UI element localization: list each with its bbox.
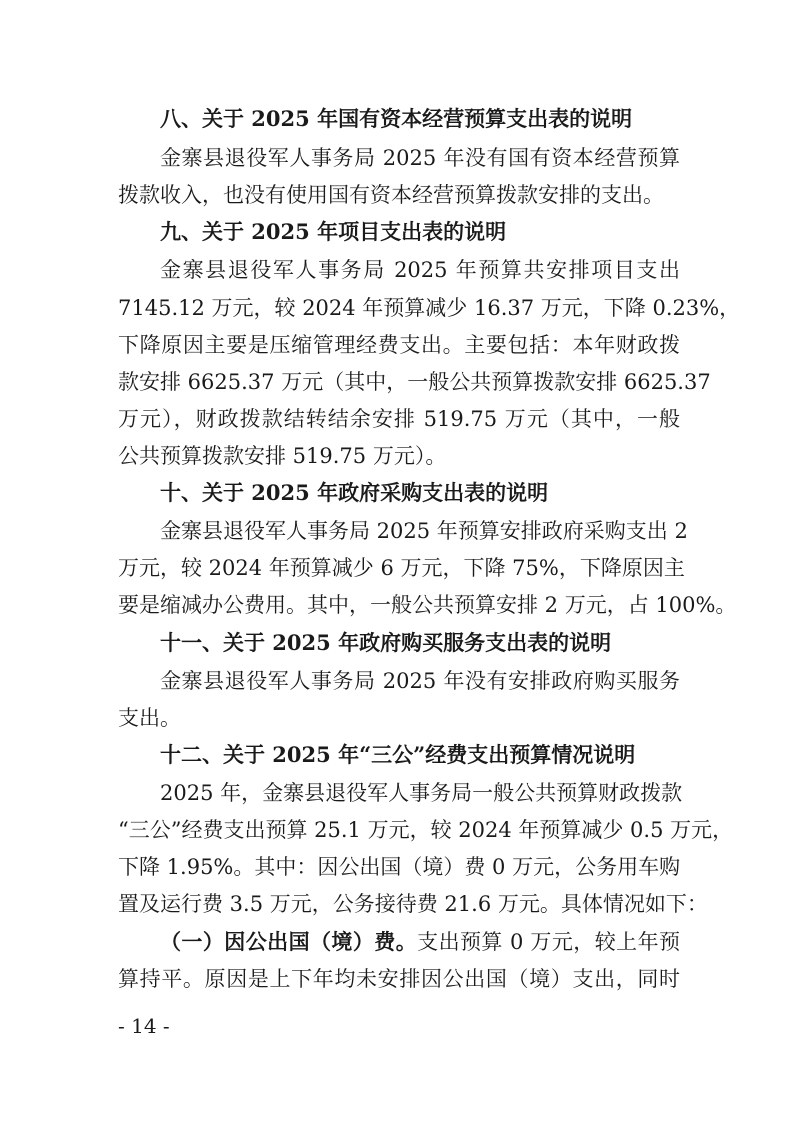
paragraph-line: 公共预算拨款安排 519.75 万元）。: [118, 444, 447, 468]
paragraph-line: 金寨县退役军人事务局 2025 年预算安排政府采购支出 2: [160, 519, 688, 543]
paragraph-line: 支出。: [118, 706, 181, 730]
paragraph-line: 7145.12 万元，较 2024 年预算减少 16.37 万元，下降 0.23%，: [118, 296, 741, 320]
paragraph-line: 金寨县退役军人事务局 2025 年预算共安排项目支出: [160, 258, 680, 282]
heading-11: 十一、关于 2025 年政府购买服务支出表的说明: [160, 630, 612, 655]
heading-12: 十二、关于 2025 年“三公”经费支出预算情况说明: [160, 742, 636, 767]
heading-8: 八、关于 2025 年国有资本经营预算支出表的说明: [160, 106, 633, 131]
heading-9: 九、关于 2025 年项目支出表的说明: [160, 219, 507, 244]
page-number: - 14 -: [118, 1014, 170, 1038]
paragraph-line: 款安排 6625.37 万元（其中，一般公共预算拨款安排 6625.37: [118, 370, 711, 394]
paragraph-line: 下降原因主要是压缩管理经费支出。主要包括：本年财政拨: [118, 333, 680, 357]
paragraph-line: 2025 年，金寨县退役军人事务局一般公共预算财政拨款: [160, 781, 683, 805]
heading-10: 十、关于 2025 年政府采购支出表的说明: [160, 480, 549, 505]
paragraph-line-subsection: [160, 930, 680, 954]
paragraph-line: 万元，较 2024 年预算减少 6 万元，下降 75%，下降原因主: [118, 556, 685, 580]
paragraph-line: 金寨县退役军人事务局 2025 年没有国有资本经营预算: [160, 146, 680, 170]
paragraph-line: 金寨县退役军人事务局 2025 年没有安排政府购买服务: [160, 669, 680, 693]
paragraph-line: 万元），财政拨款结转结余安排 519.75 万元（其中，一般: [118, 407, 680, 431]
paragraph-line: 要是缩减办公费用。其中，一般公共预算安排 2 万元，占 100%。: [118, 593, 737, 617]
subsection-text: 支出预算 0 万元，较上年预: [417, 930, 680, 954]
subsection-title: （一）因公出国（境）费。: [160, 929, 418, 954]
paragraph-line: 置及运行费 3.5 万元，公务接待费 21.6 万元。具体情况如下：: [118, 892, 708, 916]
paragraph-line: 算持平。原因是上下年均未安排因公出国（境）支出，同时: [118, 967, 680, 991]
paragraph-line: “三公”经费支出预算 25.1 万元，较 2024 年预算减少 0.5 万元，: [118, 818, 734, 842]
paragraph-line: 下降 1.95%。其中：因公出国（境）费 0 万元，公务用车购: [118, 855, 681, 879]
paragraph-line: 拨款收入，也没有使用国有资本经营预算拨款安排的支出。: [118, 183, 664, 207]
